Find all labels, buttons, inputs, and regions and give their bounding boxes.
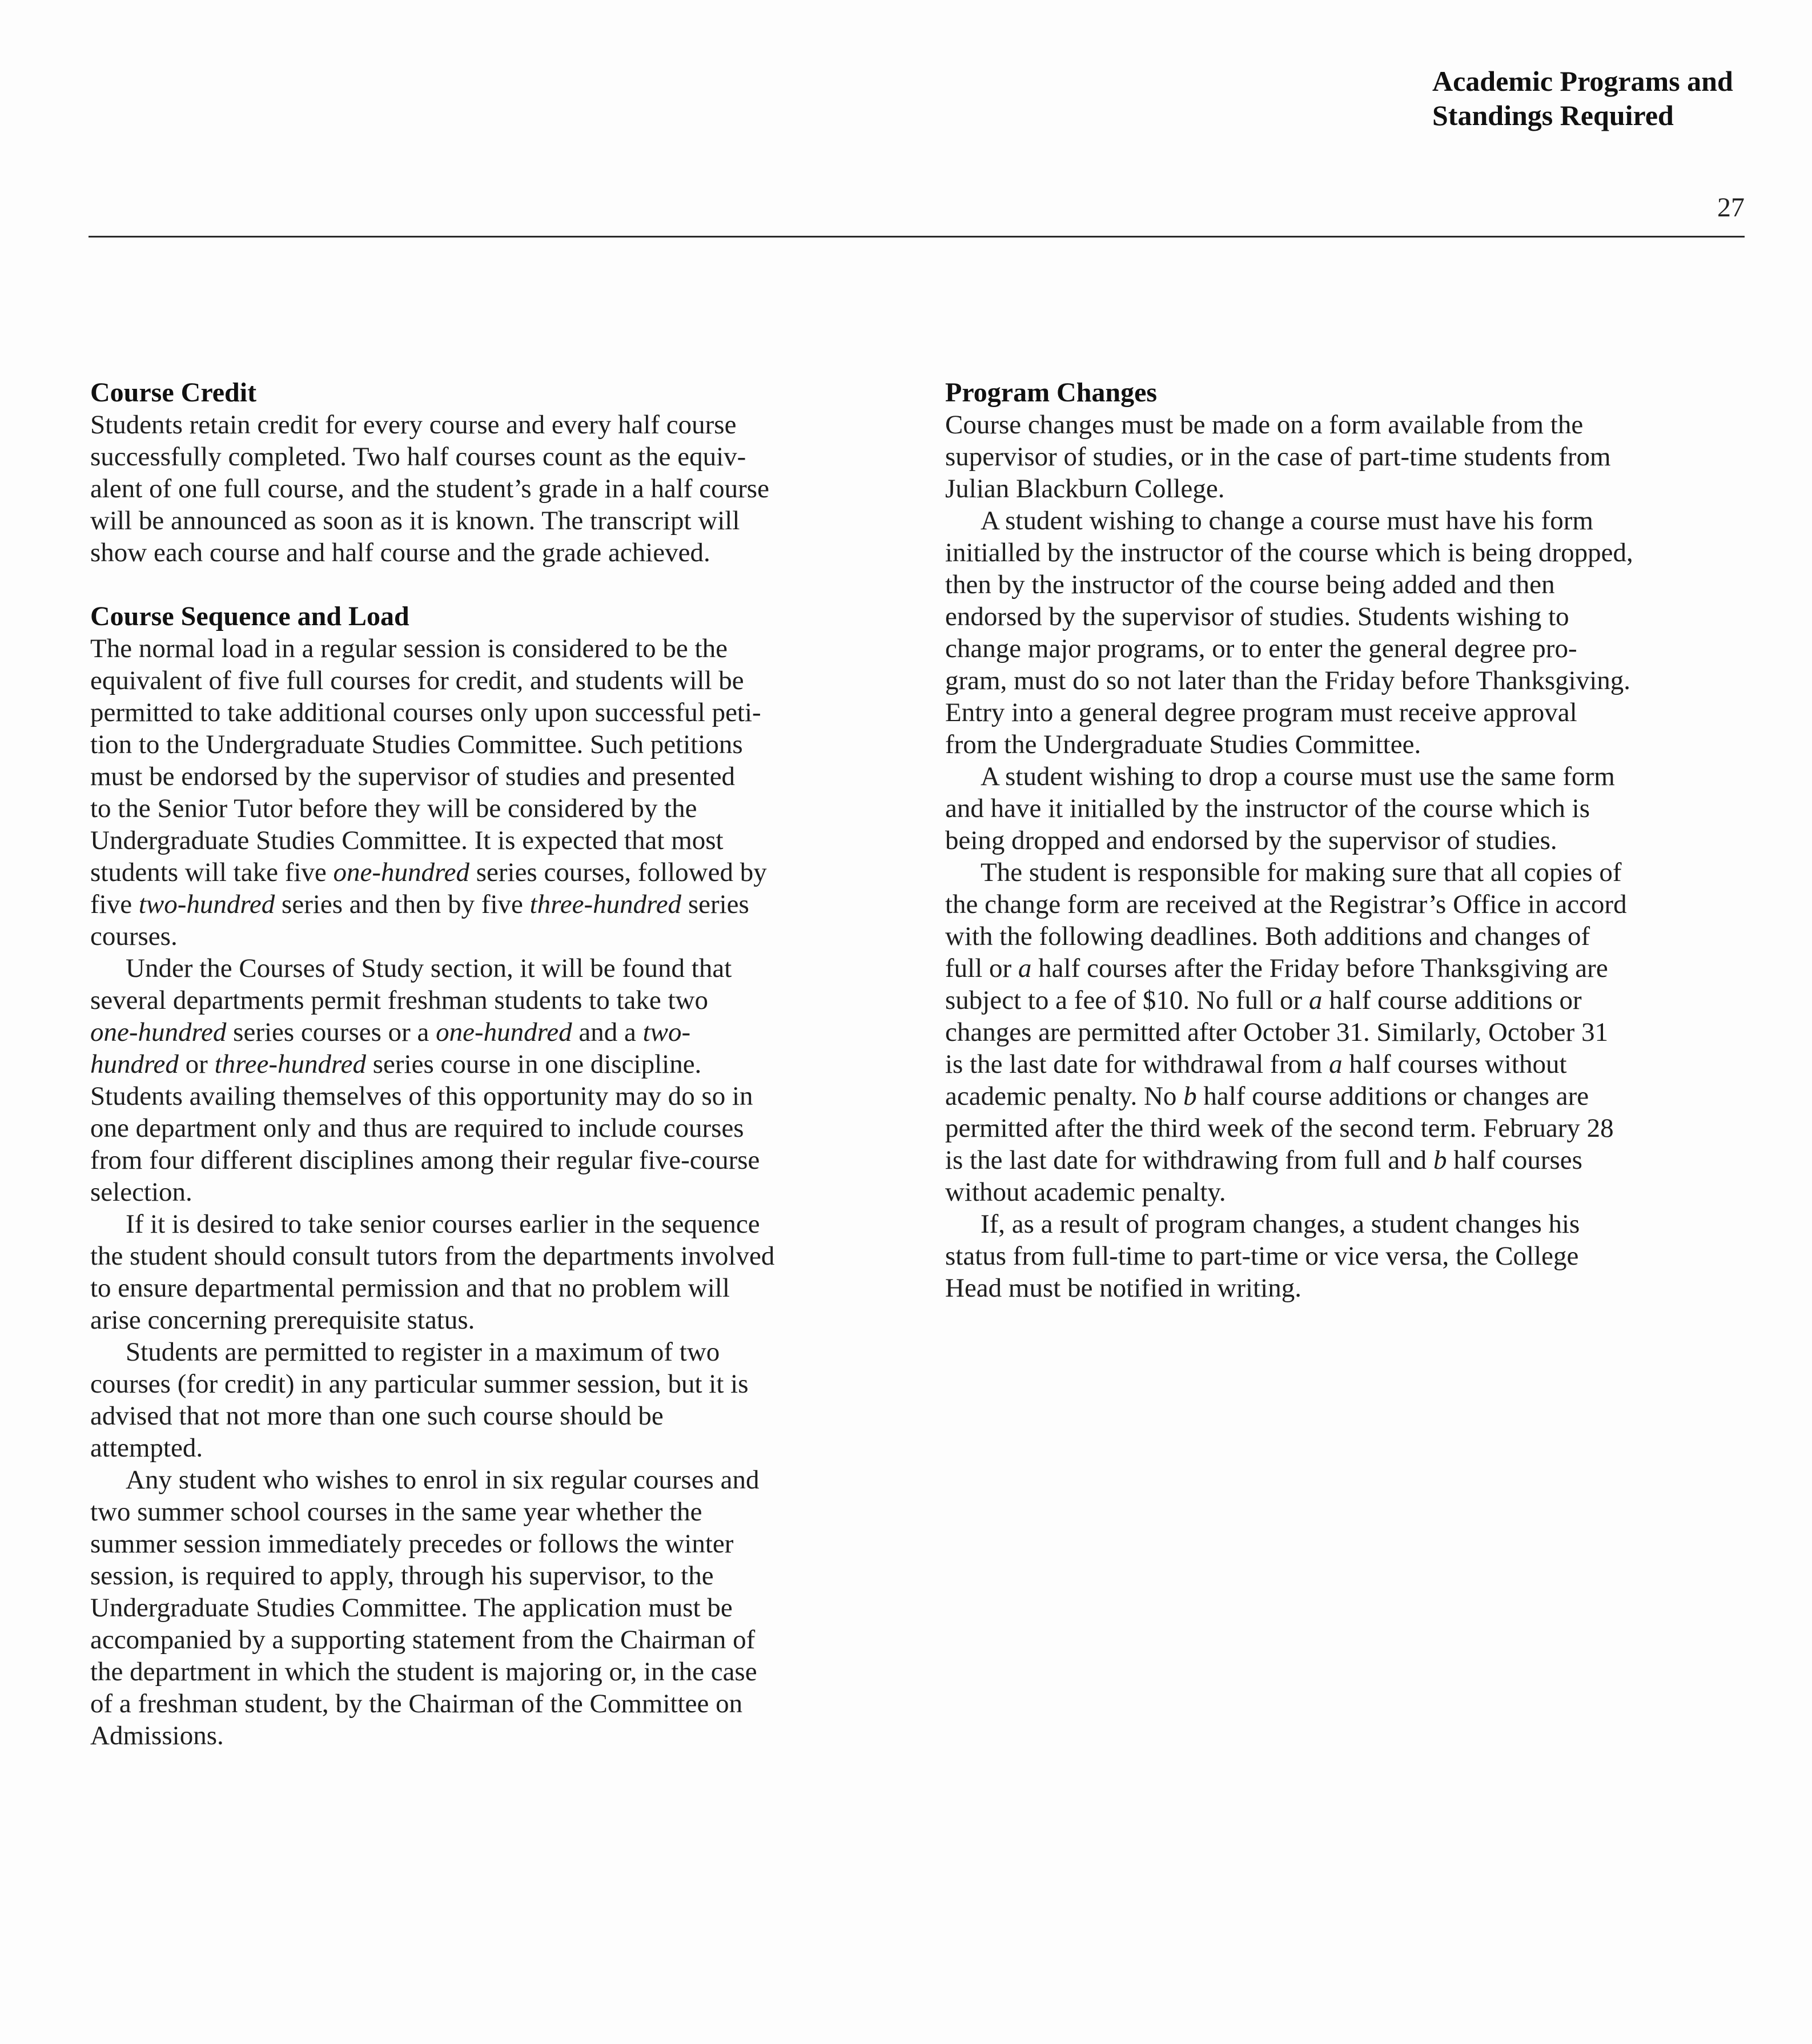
text-line: subject to a fee of $10. No full or a half course additions or xyxy=(945,985,1582,1015)
text-line: Under the Courses of Study section, it will be found that xyxy=(126,953,732,983)
text-line: successfully completed. Two half courses count as the equiv- xyxy=(90,442,746,472)
text-line: courses (for credit) in any particular summer session, but it is xyxy=(90,1369,749,1399)
text-line: If it is desired to take senior courses earlier in the sequence xyxy=(126,1209,760,1239)
section-heading-course-credit: Course Credit xyxy=(90,377,257,408)
text-line: session, is required to apply, through his supervisor, to the xyxy=(90,1561,714,1591)
text-line: Julian Blackburn College. xyxy=(945,474,1225,504)
text-line: Entry into a general degree program must receive approval xyxy=(945,698,1577,727)
text-line: will be announced as soon as it is known. The transcript will xyxy=(90,506,740,536)
text-line: Undergraduate Studies Committee. It is expected that most xyxy=(90,826,724,855)
text-line: five two-hundred series and then by five three-hundred series xyxy=(90,890,749,919)
text-line: selection. xyxy=(90,1177,192,1207)
section-heading-program-changes: Program Changes xyxy=(945,377,1158,408)
text-line: then by the instructor of the course being added and then xyxy=(945,570,1555,599)
text-line: A student wishing to change a course must have his form xyxy=(981,506,1593,536)
header-rule xyxy=(89,236,1745,238)
text-line: A student wishing to drop a course must use the same form xyxy=(981,762,1615,791)
left-column xyxy=(90,377,901,1752)
text-line: students will take five one-hundred series courses, followed by xyxy=(90,858,767,887)
text-line: permitted after the third week of the second term. February 28 xyxy=(945,1113,1614,1143)
text-line: without academic penalty. xyxy=(945,1177,1226,1207)
text-line: full or a half courses after the Friday before Thanksgiving are xyxy=(945,953,1608,983)
text-line: Undergraduate Studies Committee. The application must be xyxy=(90,1593,733,1623)
text-line: If, as a result of program changes, a student changes his xyxy=(981,1209,1580,1239)
text-line: academic penalty. No b half course additions or changes are xyxy=(945,1081,1589,1111)
running-head-line-1: Academic Programs and xyxy=(1432,65,1733,97)
text-line: attempted. xyxy=(90,1433,203,1463)
text-line: summer session immediately precedes or follows the winter xyxy=(90,1529,734,1559)
text-line: with the following deadlines. Both additions and changes of xyxy=(945,922,1590,951)
text-line: from the Undergraduate Studies Committee. xyxy=(945,730,1421,759)
text-line: supervisor of studies, or in the case of part-time students from xyxy=(945,442,1611,472)
paragraph-gap xyxy=(90,569,901,601)
text-line: courses. xyxy=(90,922,178,951)
text-line: Any student who wishes to enrol in six regular courses and xyxy=(126,1465,760,1495)
right-column xyxy=(945,377,1756,1304)
text-line: The student is responsible for making sure that all copies of xyxy=(981,858,1622,887)
text-line: initialled by the instructor of the course which is being dropped, xyxy=(945,538,1633,568)
text-line: status from full-time to part-time or vice versa, the College xyxy=(945,1241,1579,1271)
text-line: from four different disciplines among their regular five-course xyxy=(90,1145,760,1175)
text-line: hundred or three-hundred series course in one discipline. xyxy=(90,1049,702,1079)
text-line: accompanied by a supporting statement from the Chairman of xyxy=(90,1625,756,1655)
text-line: being dropped and endorsed by the supervisor of studies. xyxy=(945,826,1557,855)
text-line: Students availing themselves of this opportunity may do so in xyxy=(90,1081,753,1111)
text-line: change major programs, or to enter the general degree pro- xyxy=(945,634,1577,663)
text-line: to the Senior Tutor before they will be considered by the xyxy=(90,794,697,823)
text-line: one department only and thus are required to include courses xyxy=(90,1113,744,1143)
text-line: endorsed by the supervisor of studies. Students wishing to xyxy=(945,602,1569,631)
text-line: Course changes must be made on a form available from the xyxy=(945,410,1584,440)
text-line: one-hundred series courses or a one-hundred and a two- xyxy=(90,1017,691,1047)
text-line: two summer school courses in the same year whether the xyxy=(90,1497,702,1527)
text-line: the department in which the student is majoring or, in the case xyxy=(90,1657,757,1687)
text-line: alent of one full course, and the student’s grade in a half course xyxy=(90,474,769,504)
running-head-line-2: Standings Required xyxy=(1432,99,1674,131)
text-line: several departments permit freshman students to take two xyxy=(90,985,708,1015)
text-line: the change form are received at the Registrar’s Office in accord xyxy=(945,890,1627,919)
text-line: Head must be notified in writing. xyxy=(945,1273,1301,1303)
text-line: Admissions. xyxy=(90,1721,224,1751)
page-number: 27 xyxy=(1717,192,1745,223)
text-line: The normal load in a regular session is considered to be the xyxy=(90,634,728,663)
text-line: is the last date for withdrawal from a half courses without xyxy=(945,1049,1567,1079)
section-heading-course-sequence: Course Sequence and Load xyxy=(90,601,409,631)
running-head xyxy=(1432,64,1775,132)
text-line: permitted to take additional courses only upon successful peti- xyxy=(90,698,761,727)
text-line: is the last date for withdrawing from full and b half courses xyxy=(945,1145,1582,1175)
text-line: the student should consult tutors from the departments involved xyxy=(90,1241,775,1271)
text-line: Students retain credit for every course and every half course xyxy=(90,410,737,440)
text-line: tion to the Undergraduate Studies Committee. Such petitions xyxy=(90,730,743,759)
text-line: changes are permitted after October 31. Similarly, October 31 xyxy=(945,1017,1609,1047)
text-line: must be endorsed by the supervisor of studies and presented xyxy=(90,762,736,791)
text-line: to ensure departmental permission and that no problem will xyxy=(90,1273,730,1303)
text-line: Students are permitted to register in a maximum of two xyxy=(126,1337,720,1367)
text-line: show each course and half course and the grade achieved. xyxy=(90,538,710,568)
text-line: of a freshman student, by the Chairman of the Committee on xyxy=(90,1689,743,1719)
text-line: arise concerning prerequisite status. xyxy=(90,1305,475,1335)
text-line: gram, must do so not later than the Friday before Thanksgiving. xyxy=(945,666,1631,695)
text-line: advised that not more than one such course should be xyxy=(90,1401,664,1431)
text-line: equivalent of five full courses for credit, and students will be xyxy=(90,666,744,695)
text-line: and have it initialled by the instructor of the course which is xyxy=(945,794,1590,823)
